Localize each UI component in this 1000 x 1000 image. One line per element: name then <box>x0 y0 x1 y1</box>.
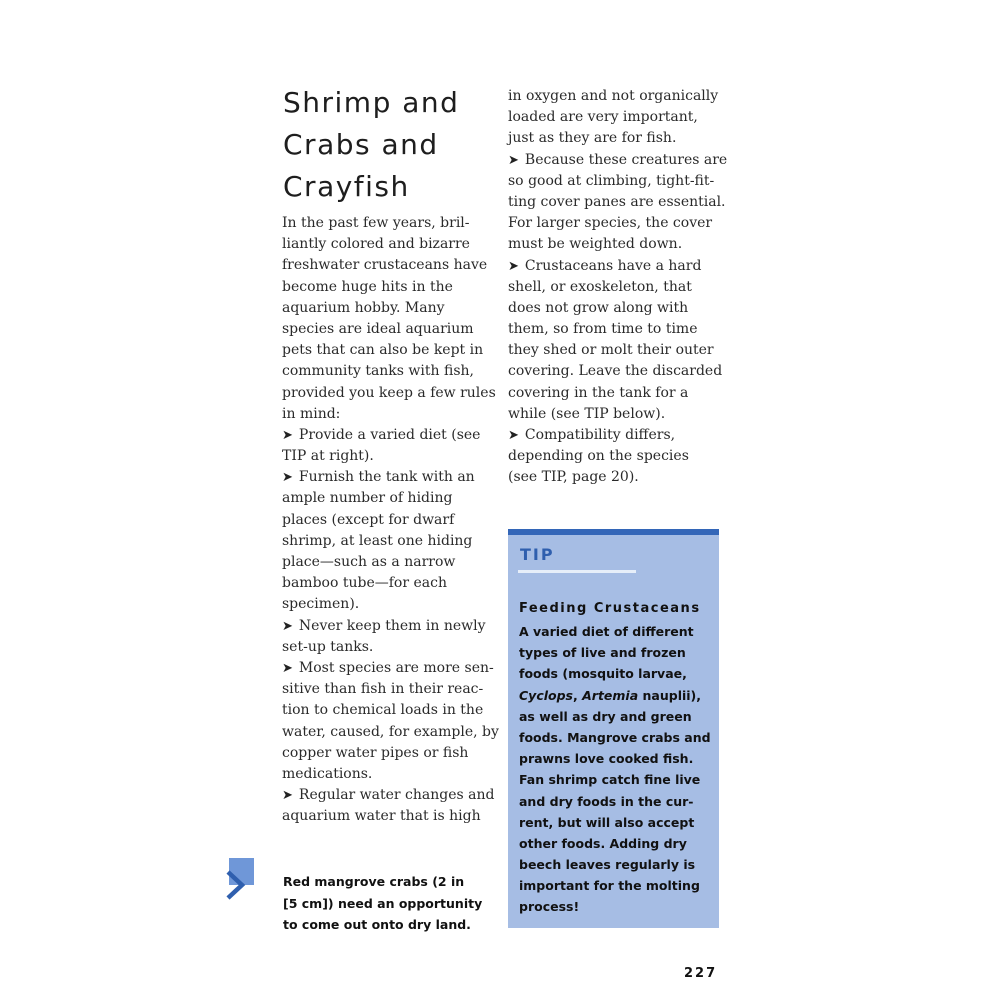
tip-text-line: prawns love cooked fish. <box>519 751 694 767</box>
tip-box <box>508 529 719 928</box>
italic-term: Artemia <box>582 687 639 703</box>
tip-text-line: other foods. Adding dry <box>519 835 687 851</box>
text-line: aquarium hobby. Many <box>282 299 445 316</box>
bullet-arrow-icon: ➤ <box>508 428 519 443</box>
text-line: TIP at right). <box>282 448 374 465</box>
text-line: species are ideal aquarium <box>282 320 474 337</box>
bullet-arrow-icon: ➤ <box>508 258 519 274</box>
text-line: set-up tanks. <box>282 638 374 655</box>
text-line: ting cover panes are essential. <box>508 193 726 210</box>
text-line: places (except for dwarf <box>282 511 455 528</box>
bullet-line <box>282 425 502 446</box>
bullet-line <box>508 256 728 277</box>
tip-text-line: important for the molting <box>519 878 700 894</box>
tip-text-line: beech leaves regularly is <box>519 857 696 873</box>
tip-text-line: foods (mosquito larvae, <box>519 666 687 682</box>
text-line: place—such as a narrow <box>282 554 456 570</box>
body-text-right-column <box>508 86 728 489</box>
caption-line: [5 cm]) need an opportunity <box>283 895 483 911</box>
text-line: them, so from time to time <box>508 321 698 338</box>
image-caption <box>283 871 483 936</box>
tip-text-line: A varied diet of different <box>519 624 694 639</box>
caption-line: to come out onto dry land. <box>283 917 471 932</box>
text-line: depending on the species <box>508 448 689 465</box>
text-line: Furnish the tank with an <box>298 469 475 486</box>
bullet-line <box>282 616 502 637</box>
text-line: shell, or exoskeleton, that <box>508 278 692 295</box>
tip-label: TIP <box>520 545 555 564</box>
text-line: they shed or molt their outer <box>508 342 714 359</box>
tip-text-line: types of live and frozen <box>519 645 686 661</box>
text-line: Compatibility differs, <box>524 427 676 443</box>
tip-text-line: Fan shrimp catch fine live <box>519 772 701 788</box>
text-line: must be weighted down. <box>508 236 683 253</box>
text-line: copper water pipes or fish <box>282 744 469 761</box>
text-line: in oxygen and not organically <box>508 88 719 104</box>
bullet-arrow-icon: ➤ <box>282 470 293 486</box>
italic-term: Cyclops <box>519 687 573 703</box>
text-line: aquarium water that is high <box>282 808 481 825</box>
text-line: Never keep them in newly <box>298 617 486 634</box>
text-line: Crustaceans have a hard <box>524 257 702 274</box>
text-line: does not grow along with <box>508 299 689 316</box>
text-line: provided you keep a few rules <box>282 384 496 401</box>
tip-text-line: foods. Mangrove crabs and <box>519 729 711 745</box>
text-line: In the past few years, bril- <box>282 215 470 231</box>
text-line: liantly colored and bizarre <box>282 236 470 253</box>
text-line: specimen). <box>282 596 360 613</box>
text-line: Provide a varied diet (see <box>298 426 481 443</box>
text-line: just as they are for fish. <box>508 130 677 147</box>
text-line: sitive than fish in their reac- <box>282 681 484 698</box>
text-line: in mind: <box>282 405 341 422</box>
text-line: covering. Leave the discarded <box>508 363 723 380</box>
text-line: (see TIP, page 20). <box>508 469 639 486</box>
text-line: tion to chemical loads in the <box>282 702 484 719</box>
text-line: become huge hits in the <box>282 278 453 295</box>
text-line: medications. <box>282 765 373 782</box>
bullet-arrow-icon: ➤ <box>282 618 293 634</box>
text-line: shrimp, at least one hiding <box>282 532 473 549</box>
chevron-right-icon <box>224 868 250 902</box>
bullet-line <box>282 785 502 806</box>
text-line: ample number of hiding <box>282 490 453 507</box>
text-line: freshwater crustaceans have <box>282 257 488 274</box>
text-line: community tanks with fish, <box>282 363 474 380</box>
bullet-arrow-icon: ➤ <box>282 427 293 443</box>
text-line: bamboo tube—for each <box>282 575 447 592</box>
tip-text-line: rent, but will also accept <box>519 814 695 830</box>
tip-heading: Feeding Crustaceans <box>519 601 701 616</box>
bullet-arrow-icon: ➤ <box>508 152 519 168</box>
tip-text-line: and dry foods in the cur- <box>519 793 694 809</box>
bullet-arrow-icon: ➤ <box>282 788 293 804</box>
text-line: water, caused, for example, by <box>282 723 499 740</box>
title-line: Crabs and <box>283 128 439 161</box>
page-title <box>283 82 498 208</box>
title-line: Crayfish <box>283 170 410 203</box>
tip-text-line: process! <box>519 899 580 915</box>
tip-body <box>519 621 715 918</box>
bullet-line <box>508 425 728 446</box>
bullet-line <box>282 658 502 679</box>
text-line: so good at climbing, tight-fit- <box>508 172 715 189</box>
text-line: Most species are more sen- <box>298 659 494 676</box>
tip-divider <box>518 570 636 573</box>
bullet-arrow-icon: ➤ <box>282 660 293 676</box>
text-line: while (see TIP below). <box>508 405 666 422</box>
caption-line: Red mangrove crabs (2 in <box>283 874 465 889</box>
title-line: Shrimp and <box>283 86 460 119</box>
text-line: Because these creatures are <box>524 151 728 168</box>
text-line: covering in the tank for a <box>508 384 689 401</box>
body-text-left-column <box>282 213 502 827</box>
text-line: loaded are very important, <box>508 109 698 126</box>
bullet-line <box>508 150 728 171</box>
text-line: Regular water changes and <box>298 787 495 804</box>
tip-text-line: as well as dry and green <box>519 708 692 724</box>
text-line: pets that can also be kept in <box>282 342 484 359</box>
text-line: For larger species, the cover <box>508 215 713 232</box>
bullet-line <box>282 467 502 488</box>
page-number: 227 <box>684 966 718 981</box>
tip-text-line-mixed: Cyclops, Artemia nauplii), <box>519 687 702 703</box>
